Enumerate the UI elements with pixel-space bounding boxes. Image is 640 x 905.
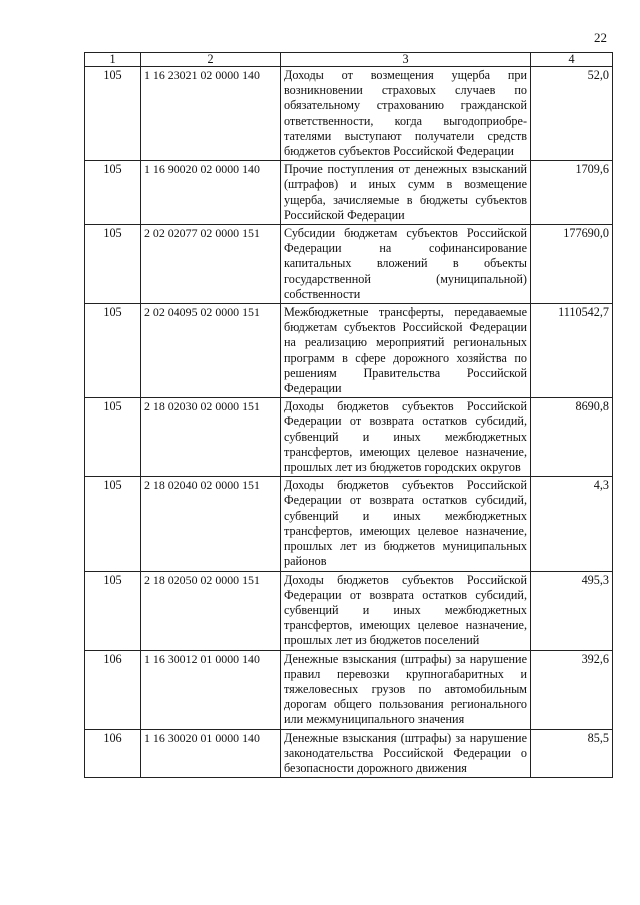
table-row	[85, 650, 613, 729]
admin-code-cell: 105	[85, 225, 141, 304]
amount-cell: 8690,8	[531, 398, 613, 477]
amount-cell: 1709,6	[531, 161, 613, 225]
description-cell: Субсидии бюджетам субъектов Российской Федерации на софинансирование капитальных вложений в объекты государственной (муниципальной) собственности	[281, 225, 531, 304]
revenue-table	[84, 52, 613, 778]
budget-code-cell: 1 16 30020 01 0000 140	[141, 729, 281, 778]
budget-code-cell: 2 02 02077 02 0000 151	[141, 225, 281, 304]
amount-cell: 52,0	[531, 67, 613, 161]
description-cell: Доходы бюджетов субъектов Российской Федерации от возврата остатков субсидий, субвенций и иных межбюджетных трансфертов, имеющих целевое назначение, прошлых лет из бюджетов муниципальных районов	[281, 477, 531, 571]
page-number: 22	[594, 30, 607, 45]
column-header-4: 4	[531, 53, 613, 67]
amount-cell: 495,3	[531, 571, 613, 650]
admin-code-cell: 106	[85, 650, 141, 729]
description-cell: Доходы бюджетов субъектов Российской Федерации от возврата остатков субсидий, субвенций и иных межбюджетных трансфертов, имеющих целевое назначение, прошлых лет из бюджетов городских округов	[281, 398, 531, 477]
admin-code-cell: 106	[85, 729, 141, 778]
budget-code-cell: 1 16 30012 01 0000 140	[141, 650, 281, 729]
description-cell: Денежные взыскания (штрафы) за нарушение законодательства Российской Федерации о безопасности дорожного движения	[281, 729, 531, 778]
table-header-row	[85, 53, 613, 67]
table-row	[85, 161, 613, 225]
table-row	[85, 398, 613, 477]
description-cell: Доходы бюджетов субъектов Российской Федерации от возврата остатков субсидий, субвенций и иных межбюджетных трансфертов, имеющих целевое назначение, прошлых лет из бюджетов поселений	[281, 571, 531, 650]
table-row	[85, 571, 613, 650]
table-row	[85, 225, 613, 304]
description-cell: Межбюджетные трансферты, передаваемые бюджетам субъектов Российской Федерации на реализацию мероприятий региональных программ в сфере дорожного хозяйства по решениям Правительства Российской Федерации	[281, 304, 531, 398]
budget-code-cell: 1 16 90020 02 0000 140	[141, 161, 281, 225]
amount-cell: 85,5	[531, 729, 613, 778]
amount-cell: 4,3	[531, 477, 613, 571]
column-header-1: 1	[85, 53, 141, 67]
table-row	[85, 304, 613, 398]
admin-code-cell: 105	[85, 398, 141, 477]
column-header-3: 3	[281, 53, 531, 67]
admin-code-cell: 105	[85, 571, 141, 650]
admin-code-cell: 105	[85, 161, 141, 225]
budget-code-cell: 2 18 02040 02 0000 151	[141, 477, 281, 571]
table-row	[85, 477, 613, 571]
budget-code-cell: 2 18 02030 02 0000 151	[141, 398, 281, 477]
budget-code-cell: 2 02 04095 02 0000 151	[141, 304, 281, 398]
budget-code-cell: 1 16 23021 02 0000 140	[141, 67, 281, 161]
table-row	[85, 67, 613, 161]
table-row	[85, 729, 613, 778]
admin-code-cell: 105	[85, 67, 141, 161]
description-cell: Прочие поступления от денежных взысканий (штрафов) и иных сумм в возмещение ущерба, зачисляемые в бюджеты субъектов Российской Федерации	[281, 161, 531, 225]
amount-cell: 392,6	[531, 650, 613, 729]
amount-cell: 1110542,7	[531, 304, 613, 398]
admin-code-cell: 105	[85, 304, 141, 398]
column-header-2: 2	[141, 53, 281, 67]
budget-code-cell: 2 18 02050 02 0000 151	[141, 571, 281, 650]
description-cell: Доходы от возмещения ущерба при возникновении страховых случаев по обязательному страхованию гражданской ответственности, когда выгодоприобре-тателями выступают получатели средств бюджетов субъектов Российской Федерации	[281, 67, 531, 161]
admin-code-cell: 105	[85, 477, 141, 571]
description-cell: Денежные взыскания (штрафы) за нарушение правил перевозки крупногабаритных и тяжеловесных грузов по автомобильным дорогам общего пользования регионального или межмуниципального значения	[281, 650, 531, 729]
amount-cell: 177690,0	[531, 225, 613, 304]
